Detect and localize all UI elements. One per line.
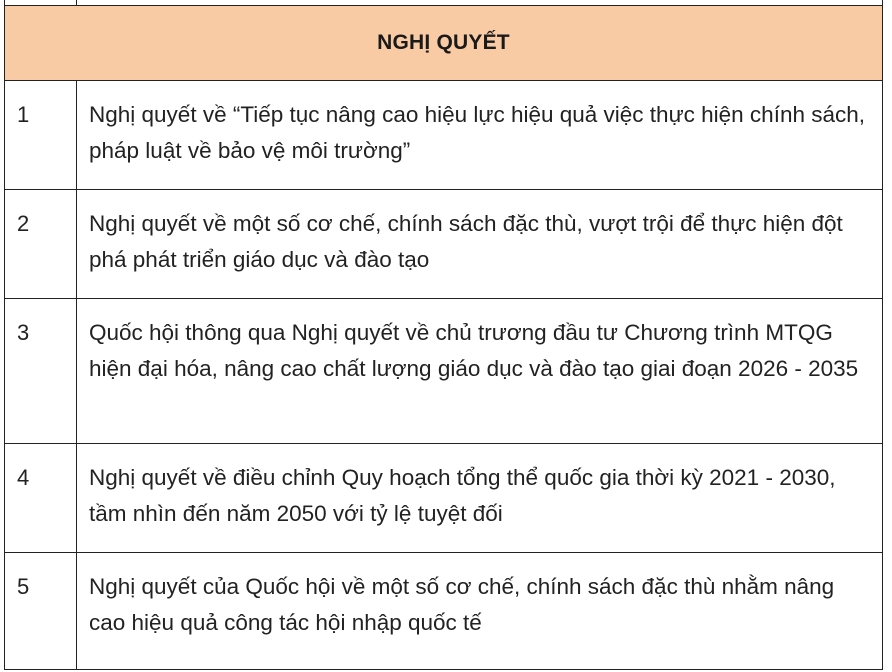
table-header: NGHỊ QUYẾT xyxy=(5,6,883,81)
row-number: 5 xyxy=(5,553,77,670)
row-text: Nghị quyết về điều chỉnh Quy hoạch tổng thể quốc gia thời kỳ 2021 - 2030, tầm nhìn đến năm 2050 với tỷ lệ tuyệt đối xyxy=(77,444,883,553)
table-row xyxy=(5,299,883,444)
table-row xyxy=(5,190,883,299)
row-text: Nghị quyết của Quốc hội về một số cơ chế, chính sách đặc thù nhằm nâng cao hiệu quả công tác hội nhập quốc tế xyxy=(77,553,883,670)
row-text: Nghị quyết về “Tiếp tục nâng cao hiệu lực hiệu quả việc thực hiện chính sách, pháp luật về bảo vệ môi trường” xyxy=(77,81,883,190)
row-number: 1 xyxy=(5,81,77,190)
table-row xyxy=(5,81,883,190)
row-text: Quốc hội thông qua Nghị quyết về chủ trương đầu tư Chương trình MTQG hiện đại hóa, nâng cao chất lượng giáo dục và đào tạo giai đoạn 2026 - 2035 xyxy=(77,299,883,444)
row-number: 3 xyxy=(5,299,77,444)
table-row xyxy=(5,444,883,553)
row-text: Nghị quyết về một số cơ chế, chính sách đặc thù, vượt trội để thực hiện đột phá phát triển giáo dục và đào tạo xyxy=(77,190,883,299)
table-row xyxy=(5,553,883,670)
table-header-row xyxy=(5,6,883,81)
row-number: 4 xyxy=(5,444,77,553)
row-number: 2 xyxy=(5,190,77,299)
resolutions-table xyxy=(4,0,883,670)
